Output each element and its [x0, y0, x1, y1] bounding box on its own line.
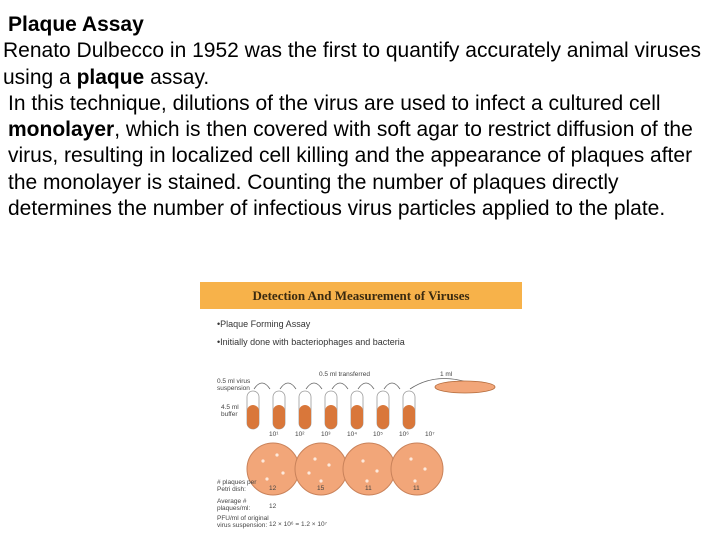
- p1-text-a: Renato Dulbecco in 1952 was the first to quantify accurately animal viruses using a: [3, 39, 702, 89]
- paragraph-1: [3, 38, 717, 91]
- buffer-label: [221, 404, 239, 418]
- page-title: Plaque Assay: [8, 13, 144, 36]
- plaque-assay-figure: [197, 279, 527, 535]
- suspension-label: [217, 378, 250, 392]
- plaques-label-line-1: # plaques per: [217, 479, 257, 486]
- p1-text-b: assay.: [144, 65, 210, 89]
- average-label-line-2: plaques/ml:: [217, 505, 251, 512]
- dilution-7: 10⁷: [425, 431, 435, 438]
- dilution-diagram: [197, 279, 527, 535]
- arrow-4: [332, 383, 348, 389]
- pfu-label-line-2: virus suspension:: [217, 522, 268, 529]
- plaque-count-2: 15: [317, 485, 325, 492]
- figure-banner: Detection And Measurement of Viruses: [200, 282, 522, 309]
- paragraph-2: [3, 91, 717, 222]
- plaque-count-1: 12: [269, 485, 277, 492]
- dilution-4: 10⁴: [347, 431, 358, 438]
- pfu-label: [217, 515, 269, 529]
- arrow-1: [254, 383, 270, 389]
- suspension-label-line-2: suspension: [217, 385, 250, 392]
- average-label: [217, 498, 250, 512]
- pfu-label-line-1: PFU/ml of original: [217, 515, 269, 522]
- transfer-label: 0.5 ml transferred: [319, 371, 370, 378]
- plaques-per-dish-label: [217, 479, 256, 493]
- p1-bold: plaque: [76, 65, 145, 89]
- figure-bullet-2: •Initially done with bacteriophages and bacteria: [217, 337, 405, 347]
- pfu-value: 12 × 10⁶ = 1.2 × 10⁷: [269, 521, 327, 528]
- average-label-line-1: Average #: [217, 498, 247, 505]
- arrow-6: [384, 383, 400, 389]
- arrow-5: [358, 383, 374, 389]
- average-value: 12: [269, 503, 277, 510]
- p2-bold: monolayer: [8, 118, 115, 142]
- p2-text-b: , which is then covered with soft agar to restrict diffusion of the virus, resulting in localized cell killing and the appearance of plaques after the monolayer is stained. Counting the number of plaques directly determines the number of infectious virus particles applied to the plate.: [8, 118, 693, 221]
- arrow-3: [306, 383, 322, 389]
- figure-bullet-1: •Plaque Forming Assay: [217, 319, 311, 329]
- dilution-5: 10⁵: [373, 431, 383, 438]
- plaques-label-line-2: Petri dish:: [217, 486, 246, 493]
- plaque-count-3: 11: [365, 485, 372, 492]
- dilution-6: 10⁶: [399, 431, 409, 438]
- top-plate: [435, 381, 495, 393]
- text-block: [3, 12, 717, 222]
- tubes: [247, 391, 415, 429]
- dilution-1: 10¹: [269, 431, 279, 438]
- arrow-2: [280, 383, 296, 389]
- dilution-2: 10²: [295, 431, 305, 438]
- suspension-label-line-1: 0.5 ml virus: [217, 378, 251, 385]
- dilution-3: 10³: [321, 431, 331, 438]
- one-ml-label: 1 ml: [440, 371, 453, 378]
- plaque-count-4: 11: [413, 485, 420, 492]
- p2-text-a: In this technique, dilutions of the virus are used to infect a cultured cell: [8, 91, 661, 115]
- buffer-label-line-2: buffer: [221, 411, 238, 418]
- buffer-label-line-1: 4.5 ml: [221, 404, 239, 411]
